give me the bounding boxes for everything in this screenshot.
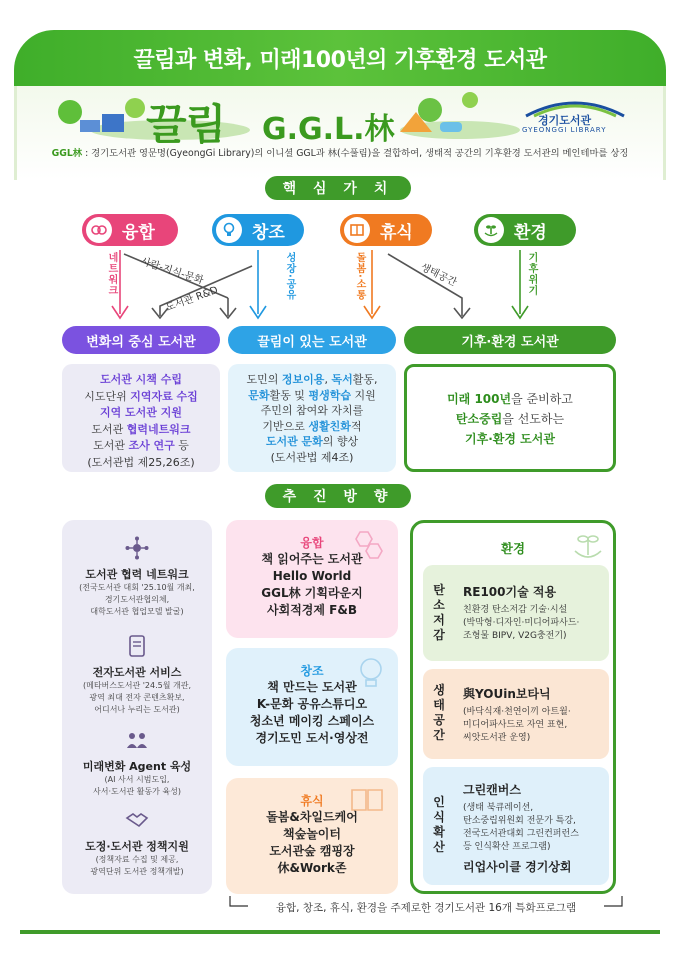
plant-hands-icon — [478, 217, 504, 243]
hexagon-icon — [350, 528, 386, 564]
category-climate: 기후·환경 도서관 — [404, 326, 616, 354]
environment-column — [410, 520, 616, 894]
brand-en: GYEONGGI LIBRARY — [522, 126, 607, 134]
env-box-awareness: 인 식 확 산 그린캔버스 (생태 북큐레이션, 탄소중립위원회 전문가 특강, 전국도서관대회 그린컨퍼런스 등 인식확산 프로그램) 리업사이클 경기상회 — [423, 767, 609, 885]
lightbulb-icon — [216, 217, 242, 243]
env-box-carbon: 탄 소 저 감 RE100기술 적용 친환경 탄소저감 기술·시설 (박막형·디자인·미디어파사드· 조형물 BIPV, V2G충전기) — [423, 565, 609, 661]
people-icon — [125, 728, 149, 752]
book-icon — [344, 217, 370, 243]
environment-head: 환경 — [500, 541, 526, 556]
value-creation-label: 창조 — [252, 222, 285, 243]
brand-name: 경기도서관 — [538, 114, 592, 127]
top-banner — [14, 30, 666, 86]
flow-care-label: 돌봄·소통 — [354, 252, 365, 301]
value-creation — [212, 214, 304, 246]
e-book-icon — [125, 634, 149, 658]
env-box-eco-space: 생 태 공 간 與YOUin보타닉 (바닥식재·천연이끼 아트월· 미디어파사드로 자연 표현, 씨앗도서관 운영) — [423, 669, 609, 759]
hero-logo-text: 끌림 — [146, 100, 226, 149]
handshake-icon — [125, 808, 149, 832]
category-change: 변화의 중심 도서관 — [62, 326, 220, 354]
category-climate-desc: 미래 100년을 준비하고 탄소중립을 선도하는 기후·환경 도서관 — [404, 364, 616, 472]
category-attraction: 끌림이 있는 도서관 — [228, 326, 396, 354]
category-change-desc: 도서관 시책 수립 시도단위 지역자료 수집 지역 도서관 지원 도서관 협력네트워크 도서관 조사 연구 등 (도서관법 제25,26조) — [62, 364, 220, 472]
bottom-divider — [20, 930, 660, 934]
flow-climate-label: 기후위기 — [526, 252, 537, 296]
flow-eco-label: 생태공간 — [418, 261, 459, 289]
fusion-icon — [86, 217, 112, 243]
program-card-rest: 휴식 돌봄&차일드케어 책숲놀이터 도서관숲 캠핑장 休&Work존 — [226, 778, 398, 894]
value-fusion-label: 융합 — [122, 222, 155, 243]
flow-arrows — [0, 246, 680, 328]
value-environment-label: 환경 — [514, 222, 547, 243]
desc-strong: GGL林 — [51, 148, 83, 159]
strategy-item-network: 도서관 협력 네트워크 (전국도서관 대회 '25.10월 개최, 경기도서관협의체, 대학도서관 협업모델 발굴) — [62, 536, 212, 618]
hero-logo-sub: G.G.L.林 — [262, 112, 395, 147]
strategy-item-policy: 도정·도서관 정책지원 (정책자료 수집 및 제공, 광역단위 도서관 정책개발) — [62, 808, 212, 878]
desc-rest: : 경기도서관 영문명(GyeongGi Library)의 이니셜 GGL과 林(수풀림)을 결합하여, 생태적 공간의 기후환경 도서관의 메인테마를 상징 — [82, 148, 629, 159]
strategy-item-e-library: 전자도서관 서비스 (메타버스도서관 '24.5월 개관, 광역 최대 전자 콘텐츠확보, 어디서나 누리는 도서관) — [62, 634, 212, 716]
value-rest-label: 휴식 — [380, 222, 413, 243]
strategy-item-agent: 미래변화 Agent 육성 (AI 사서 시범도입, 사서·도서관 활동가 육성) — [62, 728, 212, 798]
program-card-creation: 창조 책 만드는 도서관 K-문화 공유스튜디오 청소년 메이킹 스페이스 경기도민 도서·영상전 — [226, 648, 398, 766]
gyeonggi-library-logo — [520, 98, 630, 138]
program-card-fusion: 융합 책 읽어주는 도서관 Hello World GGL林 기획라운지 사회적경제 F&B — [226, 520, 398, 638]
hero-description — [20, 145, 660, 159]
category-attraction-desc: 도민의 정보이용, 독서활동, 문화활동 및 평생학습 지원 주민의 참여와 자치를 기반으로 생활친화적 도서관 문화의 향상 (도서관법 제4조) — [228, 364, 396, 472]
strategy-title: 추 진 방 향 — [265, 484, 411, 508]
value-fusion — [82, 214, 178, 246]
flow-network-label: 네트워크 — [106, 252, 117, 296]
flow-culture-label: 사람-지식-문화 — [139, 256, 205, 287]
page-title: 끌림과 변화, 미래100년의 기후환경 도서관 — [133, 47, 547, 73]
book-deco-icon — [350, 786, 386, 814]
value-rest — [340, 214, 432, 246]
flow-growth-label: 성장·공유 — [284, 252, 295, 301]
bottom-note: 융합, 창조, 휴식, 환경을 주제로한 경기도서관 16개 특화프로그램 — [275, 902, 577, 914]
lightbulb-deco-icon — [356, 656, 386, 690]
flow-rnd-label: 도서관 R&D — [164, 284, 220, 314]
network-icon — [125, 536, 149, 560]
core-values-title: 핵 심 가 치 — [265, 176, 411, 200]
value-environment — [474, 214, 576, 246]
